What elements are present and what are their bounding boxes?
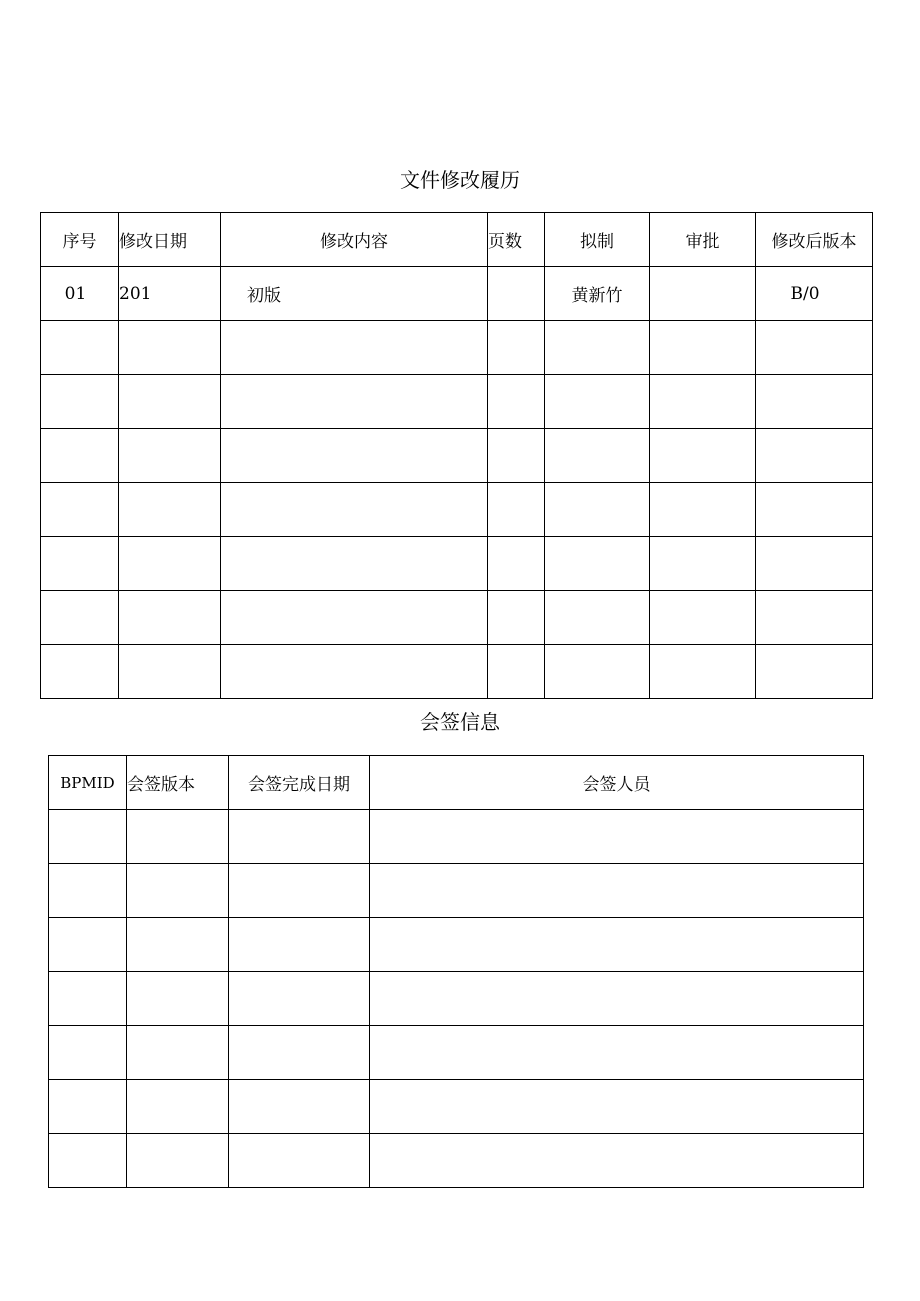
header-sign-version: 会签版本 [127,756,229,810]
empty-cell [229,864,370,918]
empty-cell [488,645,545,699]
table-row [41,537,873,591]
empty-cell [119,483,221,537]
table-row [49,918,864,972]
empty-cell [370,1026,864,1080]
empty-cell [127,810,229,864]
empty-cell [119,537,221,591]
cell-drafter: 黄新竹 [545,267,650,321]
empty-cell [221,321,488,375]
table-row [41,375,873,429]
empty-cell [650,429,756,483]
cell-content: 初版 [221,267,488,321]
empty-cell [370,972,864,1026]
empty-cell [221,645,488,699]
empty-cell [488,375,545,429]
header-date: 修改日期 [119,213,221,267]
empty-cell [370,1134,864,1188]
empty-cell [370,918,864,972]
empty-cell [49,810,127,864]
empty-cell [127,1080,229,1134]
empty-cell [49,1080,127,1134]
empty-cell [229,1080,370,1134]
empty-cell [650,591,756,645]
empty-cell [756,375,873,429]
empty-cell [650,645,756,699]
empty-cell [127,864,229,918]
empty-cell [756,429,873,483]
empty-cell [488,591,545,645]
empty-cell [229,1134,370,1188]
empty-cell [370,864,864,918]
empty-cell [41,429,119,483]
empty-cell [650,483,756,537]
revision-history-title: 文件修改履历 [400,168,520,192]
table-row [41,483,873,537]
table-row [41,591,873,645]
cell-date: 201 [119,267,221,321]
empty-cell [221,429,488,483]
empty-cell [545,537,650,591]
header-content: 修改内容 [221,213,488,267]
empty-cell [756,483,873,537]
empty-cell [650,537,756,591]
empty-cell [650,375,756,429]
empty-cell [119,429,221,483]
table-row [41,321,873,375]
empty-cell [41,375,119,429]
empty-cell [488,483,545,537]
empty-cell [488,321,545,375]
empty-cell [488,537,545,591]
header-drafter: 拟制 [545,213,650,267]
table-row [41,429,873,483]
table-row [49,1134,864,1188]
empty-cell [545,645,650,699]
header-approver: 审批 [650,213,756,267]
empty-cell [756,645,873,699]
empty-cell [488,429,545,483]
empty-cell [119,591,221,645]
empty-cell [49,864,127,918]
empty-cell [221,591,488,645]
table-row [41,645,873,699]
table-header-row [49,756,864,810]
countersign-table [48,755,864,1188]
cell-approver [650,267,756,321]
empty-cell [221,483,488,537]
table-row [49,972,864,1026]
empty-cell [119,321,221,375]
empty-cell [545,375,650,429]
empty-cell [370,1080,864,1134]
table-row [49,810,864,864]
empty-cell [545,321,650,375]
empty-cell [545,591,650,645]
empty-cell [650,321,756,375]
empty-cell [229,918,370,972]
empty-cell [41,483,119,537]
table-row [41,267,873,321]
empty-cell [127,972,229,1026]
empty-cell [545,483,650,537]
empty-cell [229,972,370,1026]
empty-cell [119,375,221,429]
empty-cell [127,918,229,972]
empty-cell [229,810,370,864]
empty-cell [127,1134,229,1188]
table-row [49,1026,864,1080]
countersign-title: 会签信息 [420,710,500,734]
empty-cell [221,537,488,591]
empty-cell [49,1134,127,1188]
header-version: 修改后版本 [756,213,873,267]
table-header-row [41,213,873,267]
empty-cell [49,918,127,972]
empty-cell [49,1026,127,1080]
empty-cell [229,1026,370,1080]
revision-history-table [40,212,873,699]
cell-pages [488,267,545,321]
empty-cell [41,321,119,375]
header-signers: 会签人员 [370,756,864,810]
table-row [49,864,864,918]
header-seq: 序号 [41,213,119,267]
cell-seq: 01 [41,267,119,321]
empty-cell [41,591,119,645]
header-sign-date: 会签完成日期 [229,756,370,810]
empty-cell [756,537,873,591]
empty-cell [41,537,119,591]
empty-cell [119,645,221,699]
table-row [49,1080,864,1134]
header-bpmid: BPMID [49,756,127,810]
empty-cell [41,645,119,699]
header-pages: 页数 [488,213,545,267]
empty-cell [49,972,127,1026]
cell-version: B/0 [756,267,873,321]
empty-cell [127,1026,229,1080]
empty-cell [756,591,873,645]
empty-cell [370,810,864,864]
empty-cell [221,375,488,429]
empty-cell [545,429,650,483]
empty-cell [756,321,873,375]
